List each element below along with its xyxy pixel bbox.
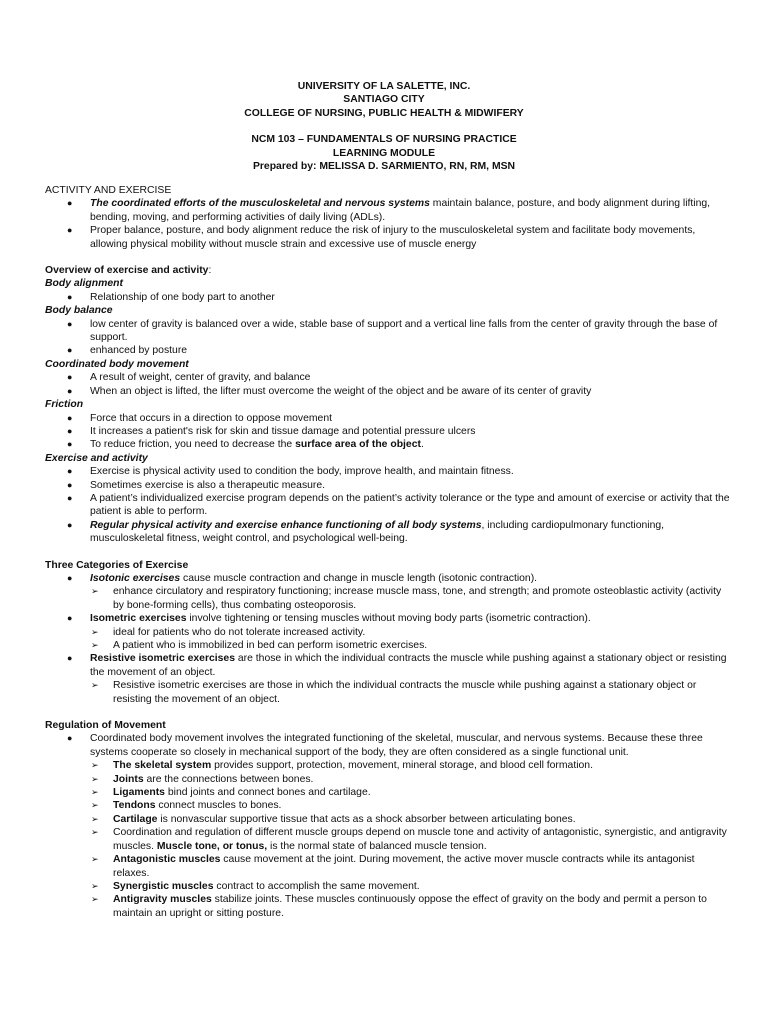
list-item: ● Resistive isometric exercises are those in which the individual contracts the muscle while pushing against a stationary object or resisting the movement of an object. <box>67 653 727 678</box>
list-item: ● Force that occurs in a direction to oppose movement <box>67 412 332 424</box>
bullet-icon: ● <box>67 572 73 583</box>
bullet-icon: ● <box>67 318 73 329</box>
list-item: ● Sometimes exercise is also a therapeutic measure. <box>67 479 326 491</box>
bullet-icon: ● <box>67 613 73 624</box>
sub-list-item: ➢ Antagonistic muscles cause movement at the joint. During movement, the active mover muscle contracts while its antagonist relaxes. <box>91 854 695 879</box>
list-item: ● Isometric exercises involve tightening or tensing muscles without moving body parts (isometric contraction). <box>67 613 591 625</box>
bullet-icon: ● <box>67 733 73 744</box>
arrow-bullet-icon: ➢ <box>91 813 99 824</box>
section-heading: Regulation of Movement <box>45 720 166 732</box>
bullet-icon: ● <box>67 425 73 436</box>
arrow-bullet-icon: ➢ <box>91 640 99 650</box>
city-name: SANTIAGO CITY <box>343 94 425 106</box>
module-label: LEARNING MODULE <box>332 147 436 159</box>
arrow-bullet-icon: ➢ <box>91 680 99 691</box>
list-item: ● low center of gravity is balanced over a wide, stable base of support and a vertical line falls from the center of gravity through the base of support. <box>67 318 718 344</box>
subheading-friction: Friction <box>45 399 84 411</box>
bullet-icon: ● <box>67 372 73 383</box>
section-activity <box>45 184 730 251</box>
list-item: ● When an object is lifted, the lifter must overcome the weight of the object and be aware of its center of gravity <box>67 385 592 397</box>
document-header <box>0 80 768 173</box>
list-item: ● A result of weight, center of gravity, and balance <box>67 372 311 384</box>
arrow-bullet-icon: ➢ <box>91 800 99 811</box>
subheading-body-alignment: Body alignment <box>45 278 123 290</box>
section-heading: Overview of exercise and activity: <box>45 265 212 277</box>
arrow-bullet-icon: ➢ <box>91 854 99 865</box>
arrow-bullet-icon: ➢ <box>91 787 99 798</box>
list-item: ● To reduce friction, you need to decrease the surface area of the object. <box>67 439 424 451</box>
bullet-icon: ● <box>67 345 73 356</box>
sub-list-item: ➢ Tendons connect muscles to bones. <box>91 800 282 812</box>
arrow-bullet-icon: ➢ <box>91 773 99 784</box>
sub-list-item: ➢ Joints are the connections between bones. <box>91 773 314 785</box>
sub-list-item: ➢ ideal for patients who do not tolerate increased activity. <box>91 626 366 638</box>
bullet-icon: ● <box>67 492 73 503</box>
section-heading: Three Categories of Exercise <box>45 559 189 571</box>
bullet-icon: ● <box>67 479 73 490</box>
bullet-icon: ● <box>67 439 73 450</box>
university-name: UNIVERSITY OF LA SALETTE, INC. <box>297 81 471 92</box>
arrow-bullet-icon: ➢ <box>91 586 99 597</box>
list-item: ● Coordinated body movement involves the integrated functioning of the skeletal, muscular, and nervous systems. Because these three systems cooperate so closely in mechanical support of the body, they are often considered as a single functional unit. <box>67 733 703 758</box>
bullet-icon: ● <box>67 225 73 236</box>
bullet-icon: ● <box>67 198 73 209</box>
bullet-icon: ● <box>67 519 73 530</box>
list-item: ● It increases a patient's risk for skin and tissue damage and potential pressure ulcers <box>67 425 476 437</box>
bullet-icon: ● <box>67 291 73 302</box>
list-item: ● Isotonic exercises cause muscle contraction and change in muscle length (isotonic contraction). <box>67 572 538 584</box>
sub-list-item: ➢ The skeletal system provides support, protection, movement, mineral storage, and blood cell formation. <box>91 760 593 772</box>
subheading-exercise-activity: Exercise and activity <box>45 452 148 464</box>
list-item: ● The coordinated efforts of the musculoskeletal and nervous systems maintain balance, posture, and body alignment during lifting, bending, moving, and performing activities of daily living (ADLs). <box>67 198 711 223</box>
list-item: ● Exercise is physical activity used to condition the body, improve health, and maintain fitness. <box>67 466 514 478</box>
section-overview <box>45 264 730 546</box>
list-item: ● enhanced by posture <box>67 345 188 357</box>
sub-list-item: ➢ Coordination and regulation of different muscle groups depend on muscle tone and activity of antagonistic, synergistic, and antigravity muscles. Muscle tone, or tonus, is the normal state of balanced muscle tension. <box>91 827 727 852</box>
list-item: ● Proper balance, posture, and body alignment reduce the risk of injury to the musculoskeletal system and facilitate body movements, allowing physical mobility without muscle strain and excessive use of muscle energy <box>67 225 696 250</box>
subheading-body-balance: Body balance <box>45 305 113 317</box>
arrow-bullet-icon: ➢ <box>91 626 99 637</box>
bullet-icon: ● <box>67 466 73 477</box>
sub-list-item: ➢ enhance circulatory and respiratory functioning; increase muscle mass, tone, and strength; and promote osteoblastic activity (activity by bone-forming cells), thus combating osteoporosis. <box>91 586 722 611</box>
course-title: NCM 103 – FUNDAMENTALS OF NURSING PRACTICE <box>251 134 517 146</box>
arrow-bullet-icon: ➢ <box>91 880 99 891</box>
section-heading: ACTIVITY AND EXERCISE <box>45 185 172 196</box>
college-name: COLLEGE OF NURSING, PUBLIC HEALTH & MIDWIFERY <box>244 107 524 119</box>
sub-list-item: ➢ A patient who is immobilized in bed can perform isometric exercises. <box>91 640 428 651</box>
section-categories <box>45 559 730 706</box>
sub-list-item: ➢ Ligaments bind joints and connect bones and cartilage. <box>91 787 371 799</box>
list-item: ● A patient’s individualized exercise program depends on the patient’s activity tolerance or the type and amount of exercise or activity that the patient is able to perform. <box>67 492 730 518</box>
list-item: ● Relationship of one body part to another <box>67 291 275 303</box>
section-regulation <box>45 719 730 920</box>
sub-list-item: ➢ Synergistic muscles contract to accomplish the same movement. <box>91 880 420 892</box>
sub-list-item: ➢ Resistive isometric exercises are those in which the individual contracts the muscle while pushing against a stationary object or resisting the movement of an object. <box>91 680 697 705</box>
bullet-icon: ● <box>67 412 73 423</box>
document-body <box>45 184 730 920</box>
prepared-by: Prepared by: MELISSA D. SARMIENTO, RN, RM, MSN <box>252 161 516 173</box>
arrow-bullet-icon: ➢ <box>91 760 99 771</box>
arrow-bullet-icon: ➢ <box>91 894 99 905</box>
bullet-icon: ● <box>67 385 73 396</box>
subheading-coordinated-movement: Coordinated body movement <box>45 358 189 370</box>
arrow-bullet-icon: ➢ <box>91 827 99 838</box>
bullet-icon: ● <box>67 653 73 664</box>
sub-list-item: ➢ Cartilage is nonvascular supportive tissue that acts as a shock absorber between articulating bones. <box>91 813 576 825</box>
list-item: ● Regular physical activity and exercise enhance functioning of all body systems, including cardiopulmonary functioning, musculoskeletal fitness, weight control, and psychological well-being. <box>67 519 665 545</box>
sub-list-item: ➢ Antigravity muscles stabilize joints. These muscles continuously oppose the effect of gravity on the body and permit a person to maintain an upright or sitting posture. <box>91 894 707 919</box>
